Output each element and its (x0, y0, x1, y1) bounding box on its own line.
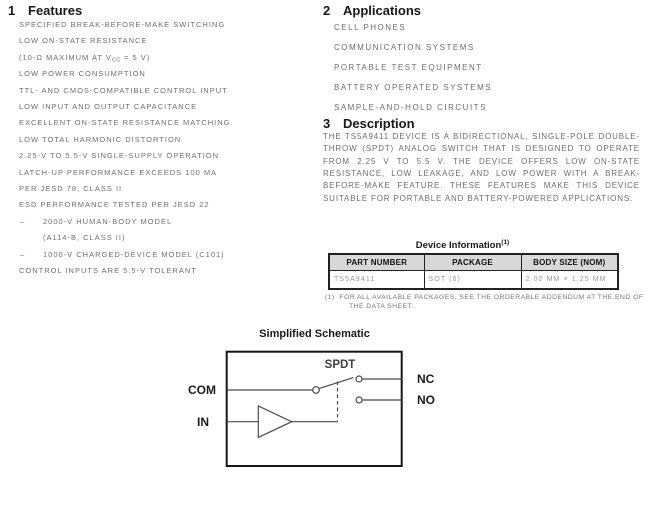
description-heading (323, 116, 415, 131)
applications-heading-label: Applications (343, 3, 422, 18)
feature-item: LOW TOTAL HARMONIC DISTORTION (19, 134, 182, 144)
description-heading-label: Description (343, 116, 415, 131)
feature-item-wrap-line (19, 50, 319, 66)
applications-heading-number: 2 (323, 3, 331, 18)
schematic-title: Simplified Schematic (259, 328, 370, 340)
application-item: COMMUNICATION SYSTEMS (334, 43, 475, 52)
features-heading-number: 1 (8, 3, 16, 18)
schematic-box (227, 352, 402, 466)
feature-item: 2.25-V TO 5.5-V SINGLE-SUPPLY OPERATION (19, 151, 220, 161)
no-contact (356, 397, 362, 403)
cell-body-size: 2.00 MM × 1.25 MM (521, 271, 618, 290)
spdt-label: SPDT (324, 359, 356, 371)
feature-item: LOW INPUT AND OUTPUT CAPACITANCE (19, 102, 198, 112)
application-item: PORTABLE TEST EQUIPMENT (334, 63, 483, 72)
feature-item: LOW ON-STATE RESISTANCE (19, 36, 148, 46)
application-item: CELL PHONES (334, 23, 407, 32)
simplified-schematic-diagram (180, 344, 442, 480)
feature-item: EXCELLENT ON-STATE RESISTANCE MATCHING (19, 118, 231, 128)
column-header-part-number: PART NUMBER (329, 254, 424, 271)
dash: – (20, 249, 26, 259)
cell-package: SOT (6) (424, 271, 521, 290)
feature-item: SPECIFIED BREAK-BEFORE-MAKE SWITCHING (19, 20, 226, 29)
footnote-text: FOR ALL AVAILABLE PACKAGES, SEE THE ORDERABLE ADDENDUM AT THE END OF THE DATA SHEET. (339, 294, 644, 311)
device-information-title-text: Device Information (415, 240, 502, 252)
column-header-package: PACKAGE (424, 254, 521, 271)
cell-part-number: TS5A9411 (329, 271, 424, 290)
text-part: = 5 V) (120, 52, 151, 62)
nc-contact (356, 376, 362, 382)
table-row (329, 271, 618, 290)
features-list (19, 17, 319, 280)
applications-list (334, 18, 492, 118)
features-heading-label: Features (28, 3, 83, 18)
buffer-triangle-icon (258, 406, 291, 437)
feature-item-wrap-line: PER JESD 78, CLASS II (19, 184, 123, 194)
switch-lever (319, 378, 353, 389)
feature-item: LATCH-UP PERFORMANCE EXCEEDS 100 MA (19, 167, 218, 177)
pin-label-com: COM (188, 383, 216, 397)
vcc-subscript: CC (111, 57, 121, 64)
dash: – (20, 216, 26, 226)
footnote-reference: (1) (501, 239, 510, 246)
device-information-title (318, 239, 607, 251)
pin-label-nc: NC (417, 372, 435, 386)
description-paragraph: THE TS5A9411 DEVICE IS A BIDIRECTIONAL, SINGLE-POLE DOUBLE-THROW (SPDT) ANALOG SWITCH THAT IS DESIGNED TO OPERATE FROM 2.25 V TO 5.5 V. THE DEVICE OFFERS LOW ON-STATE RESISTANCE, LOW LEAKAGE, AND LOW POWER WITH A BREAK-BEFORE-MAKE FEATURE. THESE FEATURES MAKE THIS DEVICE SUITABLE FOR PORTABLE AND BATTERY-POWERED APPLICATIONS. (323, 132, 640, 203)
features-heading (8, 3, 82, 18)
table-footnote (325, 293, 650, 312)
feature-item: ESD PERFORMANCE TESTED PER JESD 22 (19, 200, 210, 210)
applications-heading (323, 3, 421, 18)
feature-subitem (19, 214, 319, 230)
pin-label-no: NO (417, 393, 435, 407)
application-item: SAMPLE-AND-HOLD CIRCUITS (334, 103, 487, 112)
description-heading-number: 3 (323, 116, 331, 131)
text-part: 2000-V HUMAN-BODY MODEL (43, 216, 173, 226)
feature-item: TTL- AND CMOS-COMPATIBLE CONTROL INPUT (19, 85, 228, 95)
pin-label-in: IN (197, 415, 209, 429)
feature-item: CONTROL INPUTS ARE 5.5-V TOLERANT (19, 266, 197, 276)
text-part: 1000-V CHARGED-DEVICE MODEL (C101) (43, 249, 225, 259)
feature-subitem (19, 247, 319, 263)
feature-subitem-wrap-line: (A114-B, CLASS II) (43, 233, 126, 243)
feature-item: LOW POWER CONSUMPTION (19, 69, 146, 79)
text-part: (10-Ω MAXIMUM AT V (19, 52, 112, 62)
column-header-body-size: BODY SIZE (NOM) (521, 254, 618, 271)
application-item: BATTERY OPERATED SYSTEMS (334, 83, 493, 92)
table-header-row (329, 254, 618, 271)
switch-pole-contact (313, 387, 320, 394)
device-information-table (328, 253, 619, 290)
footnote-marker: (1) (325, 294, 335, 301)
